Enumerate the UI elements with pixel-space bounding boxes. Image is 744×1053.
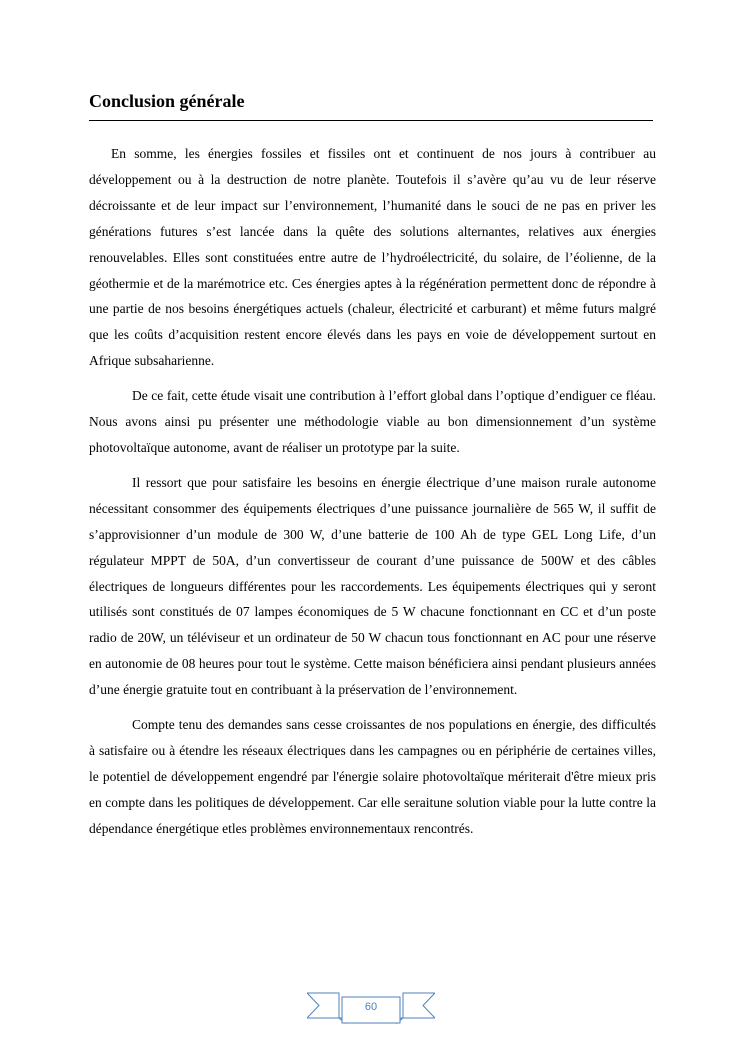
paragraph-4: Compte tenu des demandes sans cesse croissantes de nos populations en énergie, des difficultés à satisfaire ou à étendre les réseaux électriques dans les campagnes ou en périphérie de certaines villes, le potentiel de développement engendré par l'énergie solaire photovoltaïque mériterait d'être mieux pris en compte dans les politiques de développement. Car elle seraitune solution viable pour la lutte contre la dépendance énergétique etles problèmes environnementaux rencontrés. xyxy=(89,717,656,836)
page-title: Conclusion générale xyxy=(89,91,245,111)
paragraph-1: En somme, les énergies fossiles et fissiles ont et continuent de nos jours à contribuer au développement ou à la destruction de notre planète. Toutefois il s’avère qu’au vu de leur réserve décroissante et de leur impact sur l’environnement, l’humanité dans le souci de ne pas en priver les générations futures s’est lancée dans la quête des solutions alternantes, relatives aux énergies renouvelables. Elles sont constituées entre autre de l’hydroélectricité, du solaire, de l’éolienne, de la géothermie et de la marémotrice etc. Ces énergies aptes à la régénération permettent donc de répondre à une partie de nos besoins énergétiques actuels (chaleur, électricité et carburant) et même futurs malgré que les coûts d’acquisition restent encore élevés dans les pays en voie de développement surtout en Afrique subsaharienne. xyxy=(89,146,656,369)
paragraph-3: Il ressort que pour satisfaire les besoins en énergie électrique d’une maison rurale autonome nécessitant consommer des équipements électriques d’une puissance journalière de 565 W, il suffit de s’approvisionner d’un module de 300 W, d’une batterie de 100 Ah de type GEL Long Life, d’un régulateur MPPT de 50A, d’un convertisseur de courant d’une puissance de 500W et des câbles électriques de longueurs différentes pour les raccordements. Les équipements électriques qui y seront utilisés sont constitués de 07 lampes économiques de 5 W chacune fonctionnant en CC et d’un poste radio de 20W, un téléviseur et un ordinateur de 50 W chacun tous fonctionnant en AC pour une réserve en autonomie de 08 heures pour tout le système. Cette maison bénéficiera ainsi pendant plusieurs années d’une énergie gratuite tout en contribuant à la préservation de l’environnement. xyxy=(89,474,656,698)
title-divider xyxy=(89,120,653,121)
conclusion-body xyxy=(89,141,656,851)
paragraph-2: De ce fait, cette étude visait une contribution à l’effort global dans l’optique d’endiguer ce fléau. Nous avons ainsi pu présenter une méthodologie viable au bon dimensionnement d’un système photovoltaïque autonome, avant de réaliser un prototype par la suite. xyxy=(89,388,656,455)
page-number: 60 xyxy=(364,1001,378,1013)
page-footer xyxy=(307,990,435,1028)
